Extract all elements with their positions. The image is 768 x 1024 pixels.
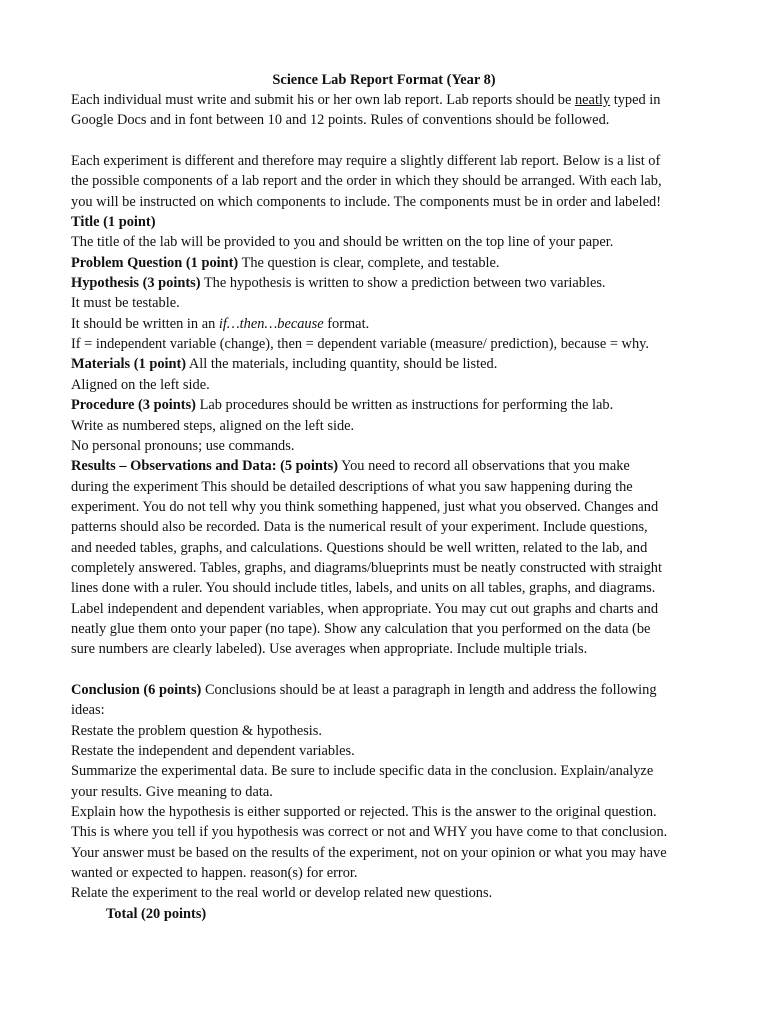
materials-line-1 bbox=[71, 354, 699, 374]
section-heading: Hypothesis (3 points) bbox=[71, 275, 201, 292]
intro-text-end: typed in bbox=[610, 92, 661, 108]
conclusion-line-8: This is where you tell if you hypothesis was correct or not and WHY you have come to that conclusion. bbox=[71, 824, 668, 841]
section-text: It should be written in an bbox=[71, 315, 219, 332]
procedure-line-3: No personal pronouns; use commands. bbox=[71, 437, 295, 454]
document-title: Science Lab Report Format (Year 8) bbox=[272, 72, 496, 88]
conclusion-line-9: Your answer must be based on the results of the experiment, not on your opinion or what you may have bbox=[71, 844, 667, 861]
intro-line-2: Google Docs and in font between 10 and 12 points. Rules of conventions should be followed. bbox=[71, 112, 610, 129]
section-text: Lab procedures should be written as instructions for performing the lab. bbox=[195, 397, 614, 414]
conclusion-line-1 bbox=[71, 680, 699, 700]
procedure-line-1 bbox=[71, 395, 699, 415]
materials-line-2: Aligned on the left side. bbox=[71, 376, 210, 393]
section-heading: Title (1 point) bbox=[71, 214, 156, 231]
conclusion-line-2: ideas: bbox=[71, 702, 105, 719]
intro-text: Each individual must write and submit his or her own lab report. Lab reports should be bbox=[71, 92, 575, 108]
section-heading: Materials (1 point) bbox=[71, 356, 187, 373]
section-heading: Results – Observations and Data: (5 points) bbox=[71, 458, 339, 475]
blank-line bbox=[71, 660, 699, 680]
conclusion-line-7: Explain how the hypothesis is either supported or rejected. This is the answer to the original question. bbox=[71, 804, 657, 821]
hypothesis-line-2: It must be testable. bbox=[71, 295, 180, 312]
results-line-7: lines done with a ruler. You should include titles, labels, and units on all tables, graphs, and diagrams. bbox=[71, 580, 656, 597]
para2-line-1: Each experiment is different and therefore may require a slightly different lab report. Below is a list of bbox=[71, 153, 661, 170]
italic-text: if…then…because bbox=[218, 315, 324, 332]
conclusion-line-10: wanted or expected to happen. reason(s) for error. bbox=[71, 865, 358, 882]
results-line-10: sure numbers are clearly labeled). Use averages when appropriate. Include multiple trials. bbox=[71, 641, 588, 658]
title-section-line: The title of the lab will be provided to you and should be written on the top line of your paper. bbox=[71, 234, 614, 251]
total-points bbox=[71, 904, 699, 924]
conclusion-line-11: Relate the experiment to the real world or develop related new questions. bbox=[71, 885, 493, 902]
section-heading: Problem Question (1 point) bbox=[71, 254, 239, 271]
section-text: All the materials, including quantity, should be listed. bbox=[186, 356, 498, 373]
results-line-1 bbox=[71, 456, 699, 476]
title-section-heading bbox=[71, 212, 699, 232]
blank-line bbox=[71, 131, 699, 151]
document-body bbox=[71, 90, 699, 924]
results-line-6: completely answered. Tables, graphs, and diagrams/blueprints must be neatly constructed with straight bbox=[71, 559, 662, 576]
section-text: The question is clear, complete, and testable. bbox=[238, 254, 500, 271]
results-line-4: patterns should also be recorded. Data is the numerical result of your experiment. Include questions, bbox=[71, 519, 648, 536]
section-text: The hypothesis is written to show a prediction between two variables. bbox=[200, 275, 606, 292]
conclusion-line-5: Summarize the experimental data. Be sure to include specific data in the conclusion. Explain/analyze bbox=[71, 763, 654, 780]
conclusion-line-4: Restate the independent and dependent variables. bbox=[71, 743, 355, 759]
results-line-3: experiment. You do not tell why you think something happened, just what you observed. Changes and bbox=[71, 498, 659, 515]
procedure-line-2: Write as numbered steps, aligned on the left side. bbox=[71, 417, 355, 434]
underlined-word: neatly bbox=[574, 92, 611, 108]
results-line-9: neatly glue them onto your paper (no tape). Show any calculation that you performed on the data (be bbox=[71, 620, 651, 637]
results-line-2: during the experiment This should be detailed descriptions of what you saw happening during the bbox=[71, 478, 633, 495]
hypothesis-line-3 bbox=[71, 314, 699, 334]
para2-line-3: you will be instructed on which components to include. The components must be in order and labeled! bbox=[71, 193, 662, 210]
results-line-5: and needed tables, graphs, and calculations. Questions should be well written, related to the lab, and bbox=[71, 539, 648, 556]
hypothesis-line-1 bbox=[71, 273, 699, 293]
intro-line-1 bbox=[71, 90, 699, 110]
section-heading: Procedure (3 points) bbox=[71, 397, 196, 414]
hypothesis-line-4: If = independent variable (change), then = dependent variable (measure/ prediction), because = why. bbox=[71, 336, 650, 353]
para2-line-2: the possible components of a lab report and the order in which they should be arranged. With each lab, bbox=[71, 173, 662, 190]
conclusion-line-3: Restate the problem question & hypothesis. bbox=[71, 722, 322, 739]
total-label: Total (20 points) bbox=[106, 905, 207, 922]
section-text: Conclusions should be at least a paragraph in length and address the following bbox=[201, 681, 657, 698]
section-heading: Conclusion (6 points) bbox=[71, 681, 202, 698]
section-text: format. bbox=[323, 315, 370, 332]
section-text: You need to record all observations that you make bbox=[338, 458, 630, 475]
problem-line bbox=[71, 253, 699, 273]
conclusion-line-6: your results. Give meaning to data. bbox=[71, 783, 273, 800]
results-line-8: Label independent and dependent variables, when appropriate. You may cut out graphs and charts and bbox=[71, 600, 659, 617]
